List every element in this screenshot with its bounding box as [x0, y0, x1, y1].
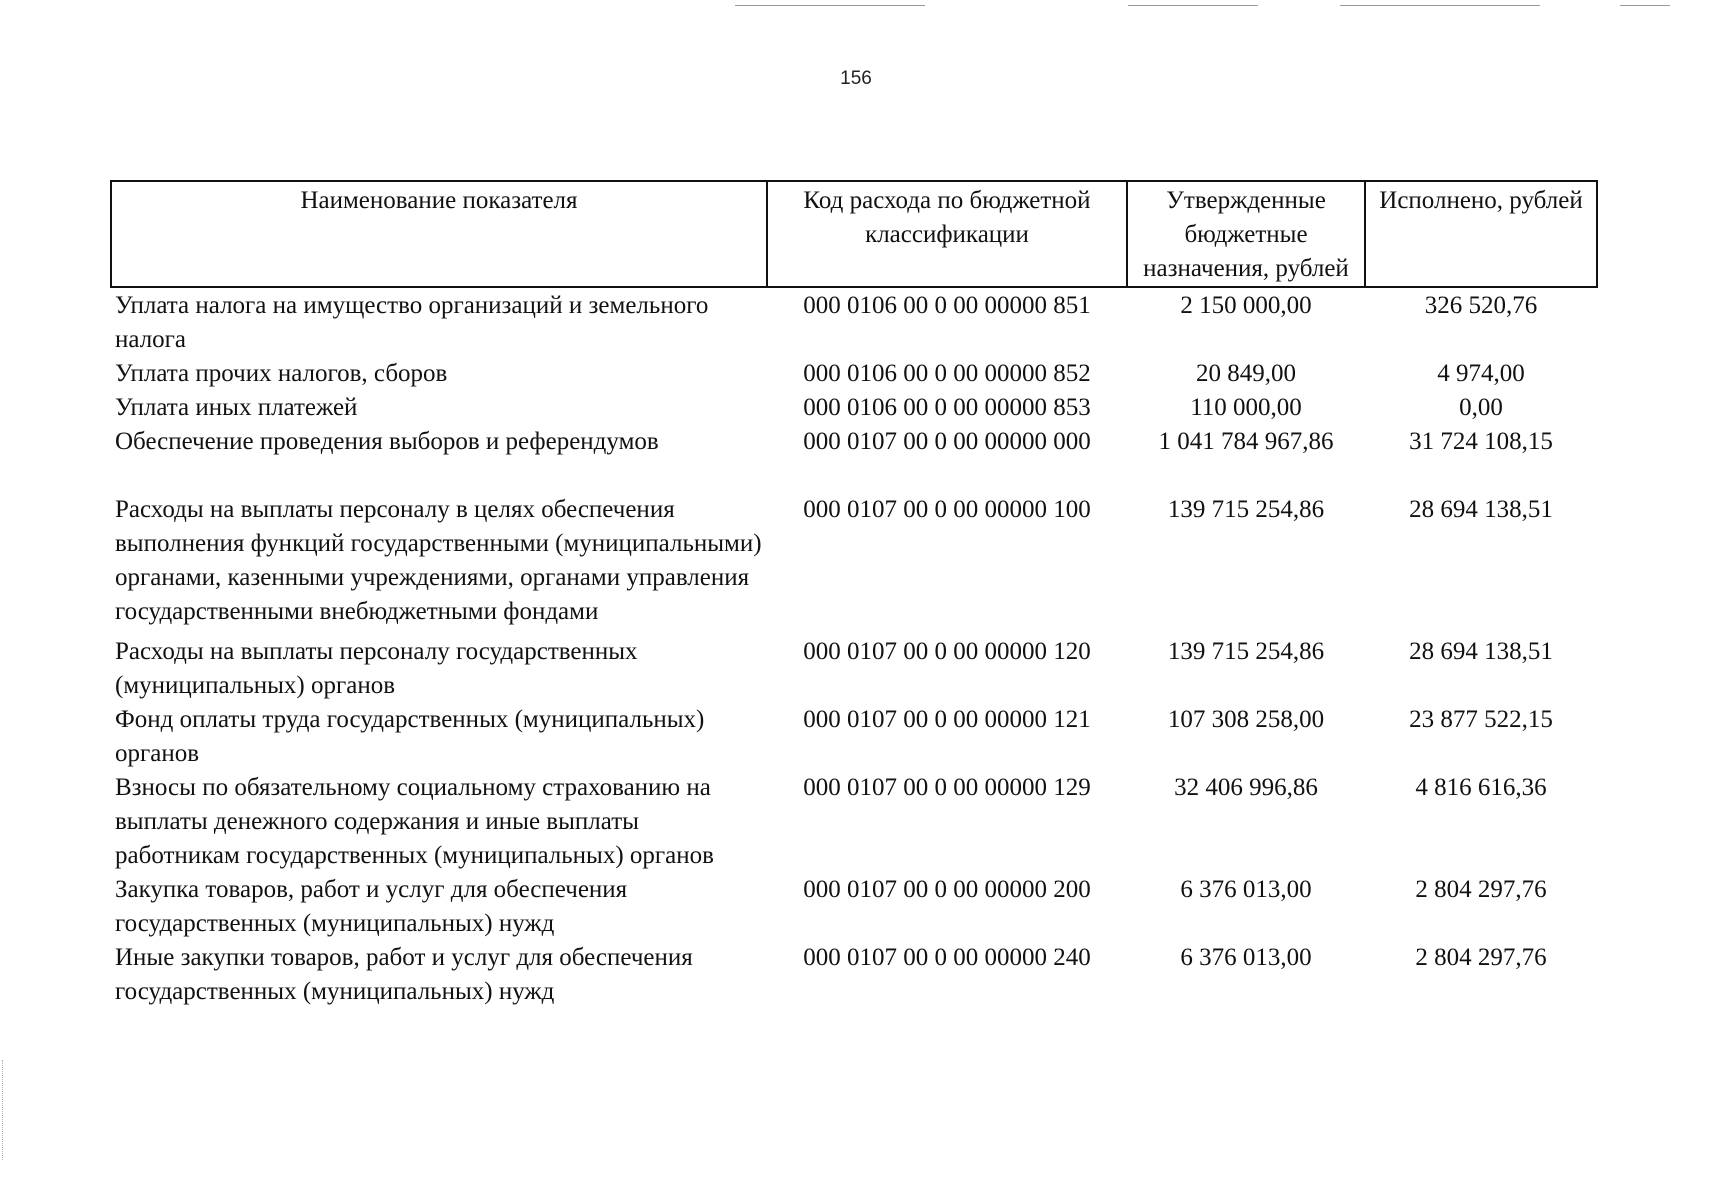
row-code: 000 0106 00 0 00 00000 852: [803, 360, 1091, 387]
page-number: 156: [840, 68, 872, 89]
table-row: [111, 703, 1597, 771]
row-code: 000 0107 00 0 00 00000 200: [803, 876, 1091, 903]
table-row: [111, 771, 1597, 873]
row-name: Обеспечение проведения выборов и референдумов: [115, 428, 659, 455]
row-name: Взносы по обязательному социальному страхованию на выплаты денежного содержания и иные выплаты работникам государственных (муниципальных) органов: [115, 774, 714, 869]
row-name: Расходы на выплаты персоналу государственных (муниципальных) органов: [115, 638, 638, 699]
budget-execution-table: [110, 180, 1598, 1009]
table-row: [111, 287, 1597, 357]
row-name: Уплата прочих налогов, сборов: [115, 360, 448, 387]
row-name: Уплата налога на имущество организаций и земельного налога: [115, 292, 709, 353]
row-approved: 107 308 258,00: [1167, 706, 1325, 733]
row-executed: 23 877 522,15: [1409, 706, 1553, 733]
row-code: 000 0106 00 0 00 00000 853: [803, 394, 1091, 421]
row-approved: 139 715 254,86: [1167, 638, 1325, 665]
row-executed: 31 724 108,15: [1409, 428, 1553, 455]
header-indicator-name: Наименование показателя: [111, 181, 767, 287]
row-code: 000 0107 00 0 00 00000 121: [803, 706, 1091, 733]
row-approved: 32 406 996,86: [1174, 774, 1318, 801]
row-executed: 326 520,76: [1424, 292, 1538, 319]
row-code: 000 0107 00 0 00 00000 100: [803, 496, 1091, 523]
header-executed: Исполнено, рублей: [1365, 181, 1597, 287]
row-executed: 28 694 138,51: [1409, 496, 1553, 523]
row-code: 000 0107 00 0 00 00000 240: [803, 944, 1091, 971]
row-code: 000 0107 00 0 00 00000 120: [803, 638, 1091, 665]
row-executed: 2 804 297,76: [1415, 944, 1547, 971]
table-row: [111, 493, 1597, 635]
row-name: Фонд оплаты труда государственных (муниципальных) органов: [115, 706, 705, 767]
row-name: Уплата иных платежей: [115, 394, 358, 421]
row-code: 000 0107 00 0 00 00000 129: [803, 774, 1091, 801]
row-executed: 4 974,00: [1437, 360, 1525, 387]
row-executed: 0,00: [1459, 394, 1503, 421]
header-expense-code: Код расхода по бюджетной классификации: [767, 181, 1127, 287]
table-row: [111, 357, 1597, 391]
row-executed: 28 694 138,51: [1409, 638, 1553, 665]
row-executed: 4 816 616,36: [1415, 774, 1547, 801]
row-approved: 1 041 784 967,86: [1158, 428, 1334, 455]
row-name: Иные закупки товаров, работ и услуг для обеспечения государственных (муниципальных) нужд: [115, 944, 693, 1005]
scan-artifact-line: [735, 5, 925, 6]
row-approved: 6 376 013,00: [1180, 944, 1312, 971]
row-name: Закупка товаров, работ и услуг для обеспечения государственных (муниципальных) нужд: [115, 876, 628, 937]
row-approved: 110 000,00: [1190, 394, 1302, 421]
row-approved: 2 150 000,00: [1180, 292, 1312, 319]
scan-artifact-line: [1128, 5, 1258, 6]
row-approved: 20 849,00: [1196, 360, 1296, 387]
row-code: 000 0106 00 0 00 00000 851: [803, 292, 1091, 319]
row-name: Расходы на выплаты персоналу в целях обеспечения выполнения функций государственными (муниципальными) органами, казенными учреждениями, органами управления государственными внебюджетными фондами: [115, 496, 762, 625]
table-row: [111, 941, 1597, 1009]
scan-artifact-line: [1340, 5, 1540, 6]
header-approved-budget: Утвержденные бюджетные назначения, рублей: [1127, 181, 1365, 287]
table-header-row: [111, 181, 1597, 287]
row-executed: 2 804 297,76: [1415, 876, 1547, 903]
scan-artifact-line: [1620, 5, 1670, 6]
table-row: [111, 425, 1597, 493]
row-approved: 139 715 254,86: [1167, 496, 1325, 523]
row-code: 000 0107 00 0 00 00000 000: [803, 428, 1091, 455]
scan-margin-specks: [2, 1060, 11, 1160]
table-row: [111, 873, 1597, 941]
row-approved: 6 376 013,00: [1180, 876, 1312, 903]
table-row: [111, 635, 1597, 703]
table-row: [111, 391, 1597, 425]
